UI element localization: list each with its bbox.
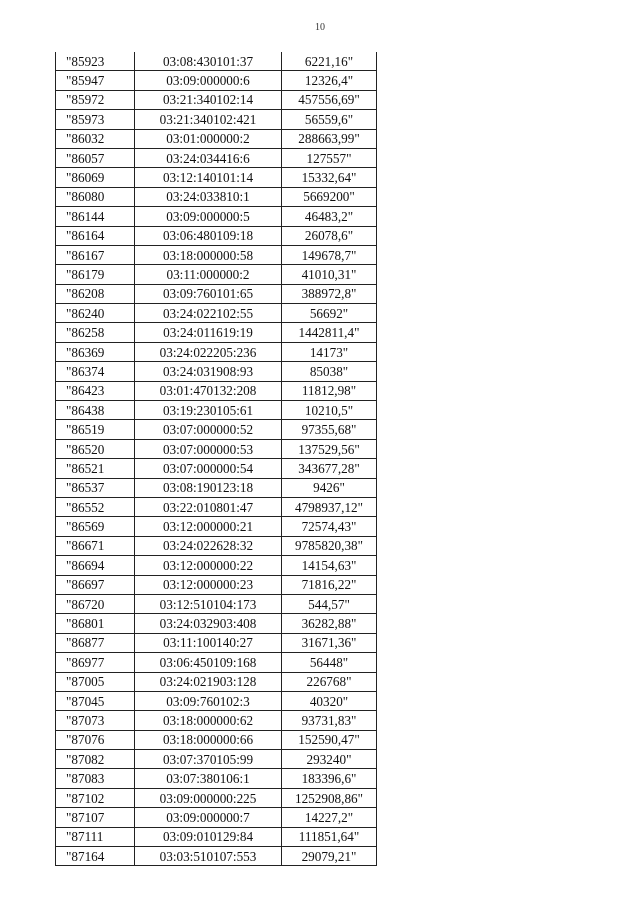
area-value-cell: 15332,64" (282, 168, 377, 187)
area-value-cell: 6221,16" (282, 52, 377, 71)
record-number-cell: "86057 (56, 148, 135, 167)
record-number-cell: "85972 (56, 90, 135, 109)
table-row (56, 847, 377, 866)
cadastral-number-cell: 03:24:034416:6 (135, 148, 282, 167)
cadastral-number-cell: 03:07:000000:53 (135, 439, 282, 458)
record-number-cell: "86520 (56, 439, 135, 458)
record-number-cell: "86977 (56, 653, 135, 672)
area-value-cell: 4798937,12" (282, 497, 377, 516)
cadastral-number-cell: 03:12:510104:173 (135, 594, 282, 613)
cadastral-number-cell: 03:12:000000:22 (135, 556, 282, 575)
area-value-cell: 72574,43" (282, 517, 377, 536)
table-row (56, 575, 377, 594)
cadastral-number-cell: 03:18:000000:58 (135, 245, 282, 264)
table-row (56, 711, 377, 730)
table-row (56, 653, 377, 672)
record-number-cell: "86144 (56, 207, 135, 226)
cadastral-number-cell: 03:11:100140:27 (135, 633, 282, 652)
area-value-cell: 1252908,86" (282, 788, 377, 807)
table-row (56, 207, 377, 226)
area-value-cell: 9785820,38" (282, 536, 377, 555)
cadastral-number-cell: 03:24:022205:236 (135, 342, 282, 361)
cadastral-number-cell: 03:08:190123:18 (135, 478, 282, 497)
cadastral-number-cell: 03:21:340102:14 (135, 90, 282, 109)
area-value-cell: 36282,88" (282, 614, 377, 633)
cadastral-number-cell: 03:21:340102:421 (135, 110, 282, 129)
area-value-cell: 29079,21" (282, 847, 377, 866)
area-value-cell: 9426" (282, 478, 377, 497)
cadastral-number-cell: 03:18:000000:66 (135, 730, 282, 749)
record-number-cell: "86671 (56, 536, 135, 555)
cadastral-number-cell: 03:08:430101:37 (135, 52, 282, 71)
cadastral-number-cell: 03:09:010129:84 (135, 827, 282, 846)
table-row (56, 788, 377, 807)
record-number-cell: "86240 (56, 304, 135, 323)
record-number-cell: "86208 (56, 284, 135, 303)
cadastral-number-cell: 03:12:140101:14 (135, 168, 282, 187)
area-value-cell: 457556,69" (282, 90, 377, 109)
cadastral-number-cell: 03:11:000000:2 (135, 265, 282, 284)
record-number-cell: "86552 (56, 497, 135, 516)
area-value-cell: 343677,28" (282, 459, 377, 478)
area-value-cell: 14173" (282, 342, 377, 361)
cadastral-number-cell: 03:01:000000:2 (135, 129, 282, 148)
cadastral-number-cell: 03:03:510107:553 (135, 847, 282, 866)
table-row (56, 401, 377, 420)
area-value-cell: 5669200" (282, 187, 377, 206)
cadastral-number-cell: 03:24:022628:32 (135, 536, 282, 555)
area-value-cell: 26078,6" (282, 226, 377, 245)
table-row (56, 750, 377, 769)
table-row (56, 594, 377, 613)
cadastral-number-cell: 03:24:033810:1 (135, 187, 282, 206)
record-number-cell: "86569 (56, 517, 135, 536)
cadastral-number-cell: 03:09:760102:3 (135, 691, 282, 710)
record-number-cell: "86519 (56, 420, 135, 439)
table-row (56, 265, 377, 284)
area-value-cell: 183396,6" (282, 769, 377, 788)
record-number-cell: "86720 (56, 594, 135, 613)
area-value-cell: 85038" (282, 362, 377, 381)
cadastral-number-cell: 03:07:380106:1 (135, 769, 282, 788)
table-row (56, 284, 377, 303)
area-value-cell: 137529,56" (282, 439, 377, 458)
cadastral-number-cell: 03:24:011619:19 (135, 323, 282, 342)
cadastral-number-cell: 03:07:370105:99 (135, 750, 282, 769)
cadastral-number-cell: 03:24:031908:93 (135, 362, 282, 381)
cadastral-number-cell: 03:09:000000:7 (135, 808, 282, 827)
record-number-cell: "87045 (56, 691, 135, 710)
record-number-cell: "87073 (56, 711, 135, 730)
area-value-cell: 10210,5" (282, 401, 377, 420)
table-row (56, 168, 377, 187)
record-number-cell: "85947 (56, 71, 135, 90)
record-number-cell: "87076 (56, 730, 135, 749)
area-value-cell: 97355,68" (282, 420, 377, 439)
table-row (56, 672, 377, 691)
table-row (56, 245, 377, 264)
table-row (56, 323, 377, 342)
cadastral-number-cell: 03:07:000000:52 (135, 420, 282, 439)
record-number-cell: "86164 (56, 226, 135, 245)
table-row (56, 304, 377, 323)
area-value-cell: 31671,36" (282, 633, 377, 652)
record-number-cell: "86179 (56, 265, 135, 284)
area-value-cell: 56559,6" (282, 110, 377, 129)
area-value-cell: 56692" (282, 304, 377, 323)
record-number-cell: "86369 (56, 342, 135, 361)
cadastral-number-cell: 03:22:010801:47 (135, 497, 282, 516)
table-row (56, 517, 377, 536)
cadastral-number-cell: 03:06:480109:18 (135, 226, 282, 245)
area-value-cell: 12326,4" (282, 71, 377, 90)
record-number-cell: "87111 (56, 827, 135, 846)
record-number-cell: "86521 (56, 459, 135, 478)
table-row (56, 769, 377, 788)
area-value-cell: 544,57" (282, 594, 377, 613)
area-value-cell: 40320" (282, 691, 377, 710)
record-number-cell: "86258 (56, 323, 135, 342)
table-row (56, 71, 377, 90)
record-number-cell: "86537 (56, 478, 135, 497)
record-number-cell: "85973 (56, 110, 135, 129)
area-value-cell: 1442811,4" (282, 323, 377, 342)
area-value-cell: 11812,98" (282, 381, 377, 400)
record-number-cell: "86069 (56, 168, 135, 187)
cadastral-number-cell: 03:12:000000:21 (135, 517, 282, 536)
area-value-cell: 226768" (282, 672, 377, 691)
cadastral-number-cell: 03:09:000000:225 (135, 788, 282, 807)
cadastral-number-cell: 03:12:000000:23 (135, 575, 282, 594)
page-number: 10 (315, 22, 325, 33)
area-value-cell: 14154,63" (282, 556, 377, 575)
area-value-cell: 152590,47" (282, 730, 377, 749)
table-row (56, 226, 377, 245)
area-value-cell: 71816,22" (282, 575, 377, 594)
record-number-cell: "87082 (56, 750, 135, 769)
area-value-cell: 46483,2" (282, 207, 377, 226)
cadastral-number-cell: 03:09:000000:5 (135, 207, 282, 226)
table-row (56, 110, 377, 129)
table-row (56, 342, 377, 361)
area-value-cell: 111851,64" (282, 827, 377, 846)
table-row (56, 420, 377, 439)
table-row (56, 129, 377, 148)
table-row (56, 556, 377, 575)
table-row (56, 90, 377, 109)
area-value-cell: 127557" (282, 148, 377, 167)
record-number-cell: "86438 (56, 401, 135, 420)
record-number-cell: "87164 (56, 847, 135, 866)
record-number-cell: "85923 (56, 52, 135, 71)
record-number-cell: "87107 (56, 808, 135, 827)
record-number-cell: "86694 (56, 556, 135, 575)
table-row (56, 362, 377, 381)
area-value-cell: 14227,2" (282, 808, 377, 827)
table-row (56, 808, 377, 827)
table-row (56, 691, 377, 710)
cadastral-number-cell: 03:09:000000:6 (135, 71, 282, 90)
table-row (56, 52, 377, 71)
record-number-cell: "87083 (56, 769, 135, 788)
cadastral-number-cell: 03:24:021903:128 (135, 672, 282, 691)
table-row (56, 381, 377, 400)
area-value-cell: 56448" (282, 653, 377, 672)
area-value-cell: 41010,31" (282, 265, 377, 284)
table-row (56, 730, 377, 749)
table-row (56, 148, 377, 167)
land-plot-table (55, 52, 377, 866)
record-number-cell: "87102 (56, 788, 135, 807)
cadastral-number-cell: 03:18:000000:62 (135, 711, 282, 730)
table-row (56, 459, 377, 478)
area-value-cell: 293240" (282, 750, 377, 769)
cadastral-number-cell: 03:09:760101:65 (135, 284, 282, 303)
area-value-cell: 288663,99" (282, 129, 377, 148)
record-number-cell: "86080 (56, 187, 135, 206)
cadastral-number-cell: 03:07:000000:54 (135, 459, 282, 478)
cadastral-number-cell: 03:06:450109:168 (135, 653, 282, 672)
table-row (56, 536, 377, 555)
cadastral-number-cell: 03:19:230105:61 (135, 401, 282, 420)
cadastral-number-cell: 03:24:022102:55 (135, 304, 282, 323)
cadastral-number-cell: 03:01:470132:208 (135, 381, 282, 400)
record-number-cell: "86374 (56, 362, 135, 381)
record-number-cell: "86167 (56, 245, 135, 264)
table-row (56, 497, 377, 516)
record-number-cell: "86032 (56, 129, 135, 148)
area-value-cell: 93731,83" (282, 711, 377, 730)
record-number-cell: "86801 (56, 614, 135, 633)
table-row (56, 614, 377, 633)
record-number-cell: "87005 (56, 672, 135, 691)
table-row (56, 478, 377, 497)
record-number-cell: "86423 (56, 381, 135, 400)
area-value-cell: 149678,7" (282, 245, 377, 264)
table-body (56, 52, 377, 866)
record-number-cell: "86697 (56, 575, 135, 594)
area-value-cell: 388972,8" (282, 284, 377, 303)
cadastral-number-cell: 03:24:032903:408 (135, 614, 282, 633)
table-row (56, 633, 377, 652)
table-row (56, 187, 377, 206)
record-number-cell: "86877 (56, 633, 135, 652)
table-row (56, 439, 377, 458)
table-row (56, 827, 377, 846)
